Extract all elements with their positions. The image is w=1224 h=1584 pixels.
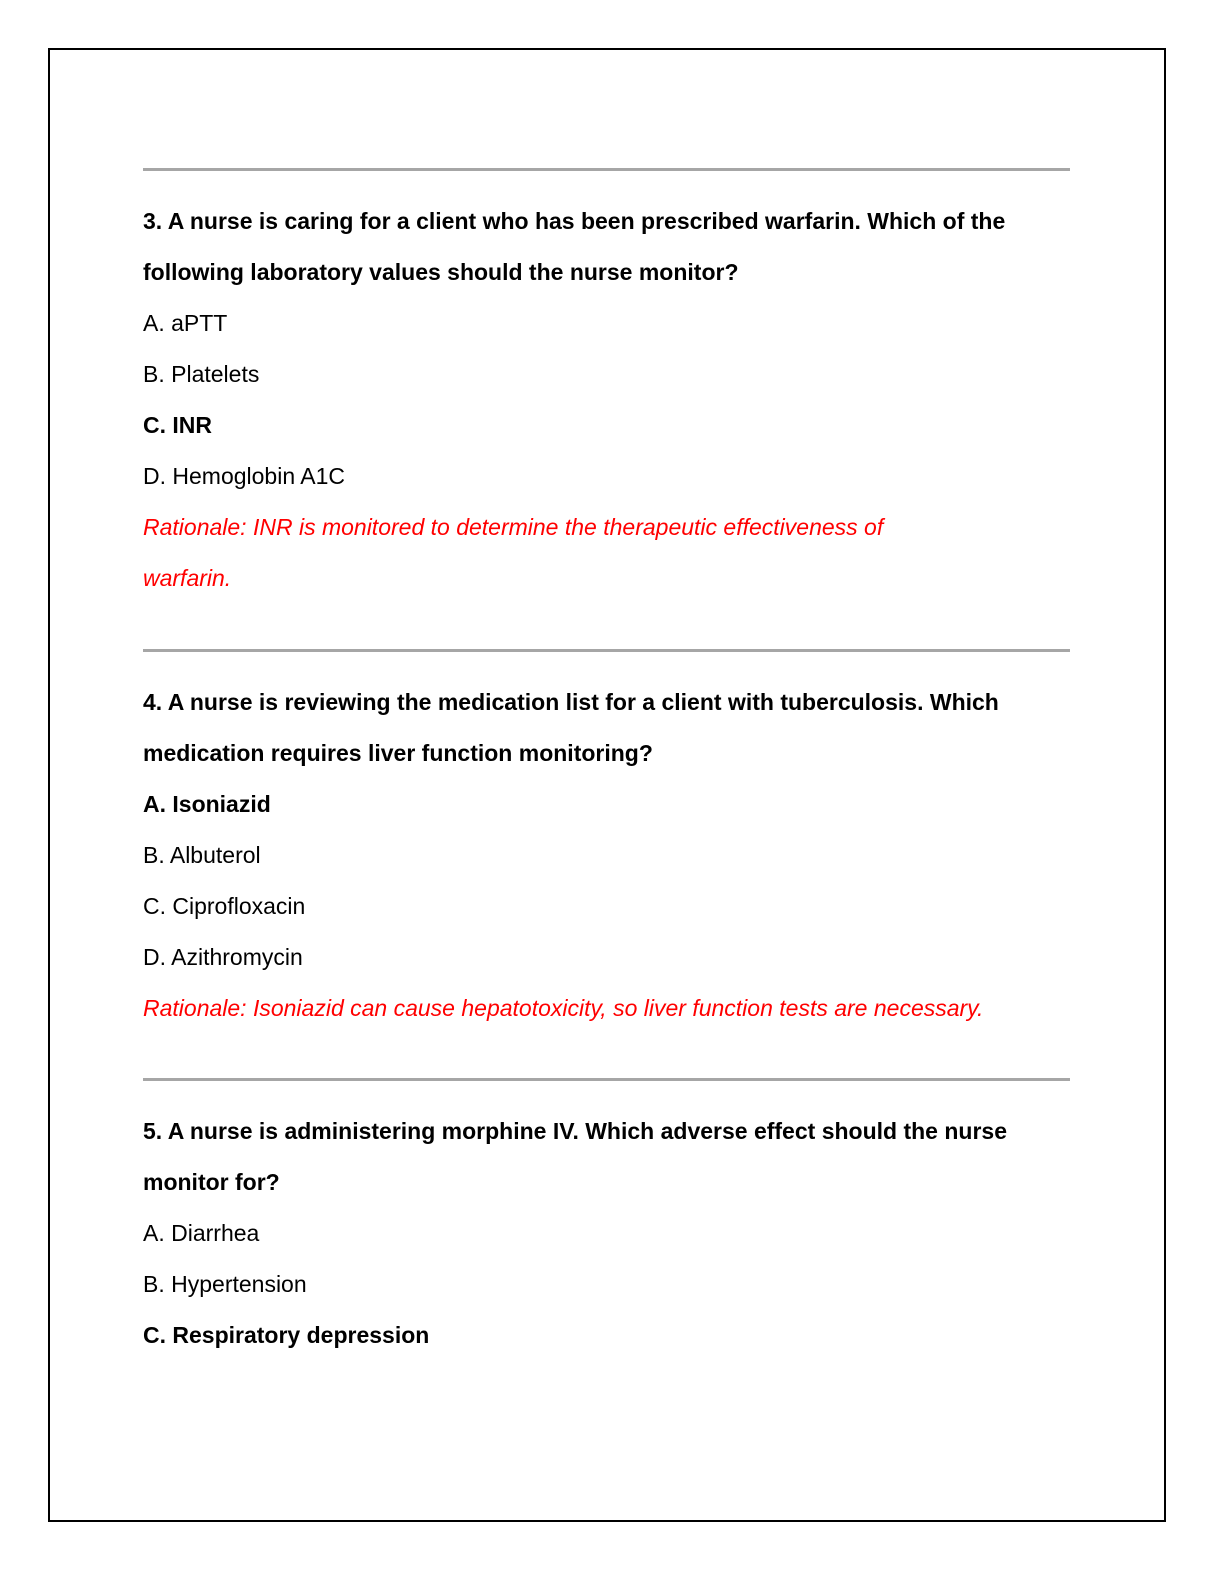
question-stem: 5. A nurse is administering morphine IV. Which adverse effect should the nurse	[143, 1118, 1007, 1144]
divider	[143, 649, 1070, 652]
question-stem: 3. A nurse is caring for a client who has been prescribed warfarin. Which of the	[143, 208, 1006, 234]
correct-option: A. Isoniazid	[143, 791, 271, 817]
answer-option: B. Platelets	[143, 361, 260, 387]
rationale: Rationale: Isoniazid can cause hepatotoxicity, so liver function tests are necessary.	[143, 995, 984, 1021]
question-stem: medication requires liver function monitoring?	[143, 740, 653, 766]
rationale: Rationale: INR is monitored to determine the therapeutic effectiveness of	[143, 514, 884, 540]
answer-option: D. Azithromycin	[143, 944, 303, 970]
question-stem: 4. A nurse is reviewing the medication list for a client with tuberculosis. Which	[143, 689, 999, 715]
divider	[143, 1078, 1070, 1081]
answer-option: A. Diarrhea	[143, 1220, 260, 1246]
answer-option: B. Albuterol	[143, 842, 261, 868]
answer-option: C. Ciprofloxacin	[143, 893, 306, 919]
rationale: warfarin.	[143, 565, 232, 591]
answer-option: B. Hypertension	[143, 1271, 307, 1297]
correct-option: C. Respiratory depression	[143, 1322, 430, 1348]
divider	[143, 168, 1070, 171]
answer-option: D. Hemoglobin A1C	[143, 463, 345, 489]
question-stem: monitor for?	[143, 1169, 280, 1195]
correct-option: C. INR	[143, 412, 212, 438]
answer-option: A. aPTT	[143, 310, 228, 336]
question-stem: following laboratory values should the nurse monitor?	[143, 259, 739, 285]
